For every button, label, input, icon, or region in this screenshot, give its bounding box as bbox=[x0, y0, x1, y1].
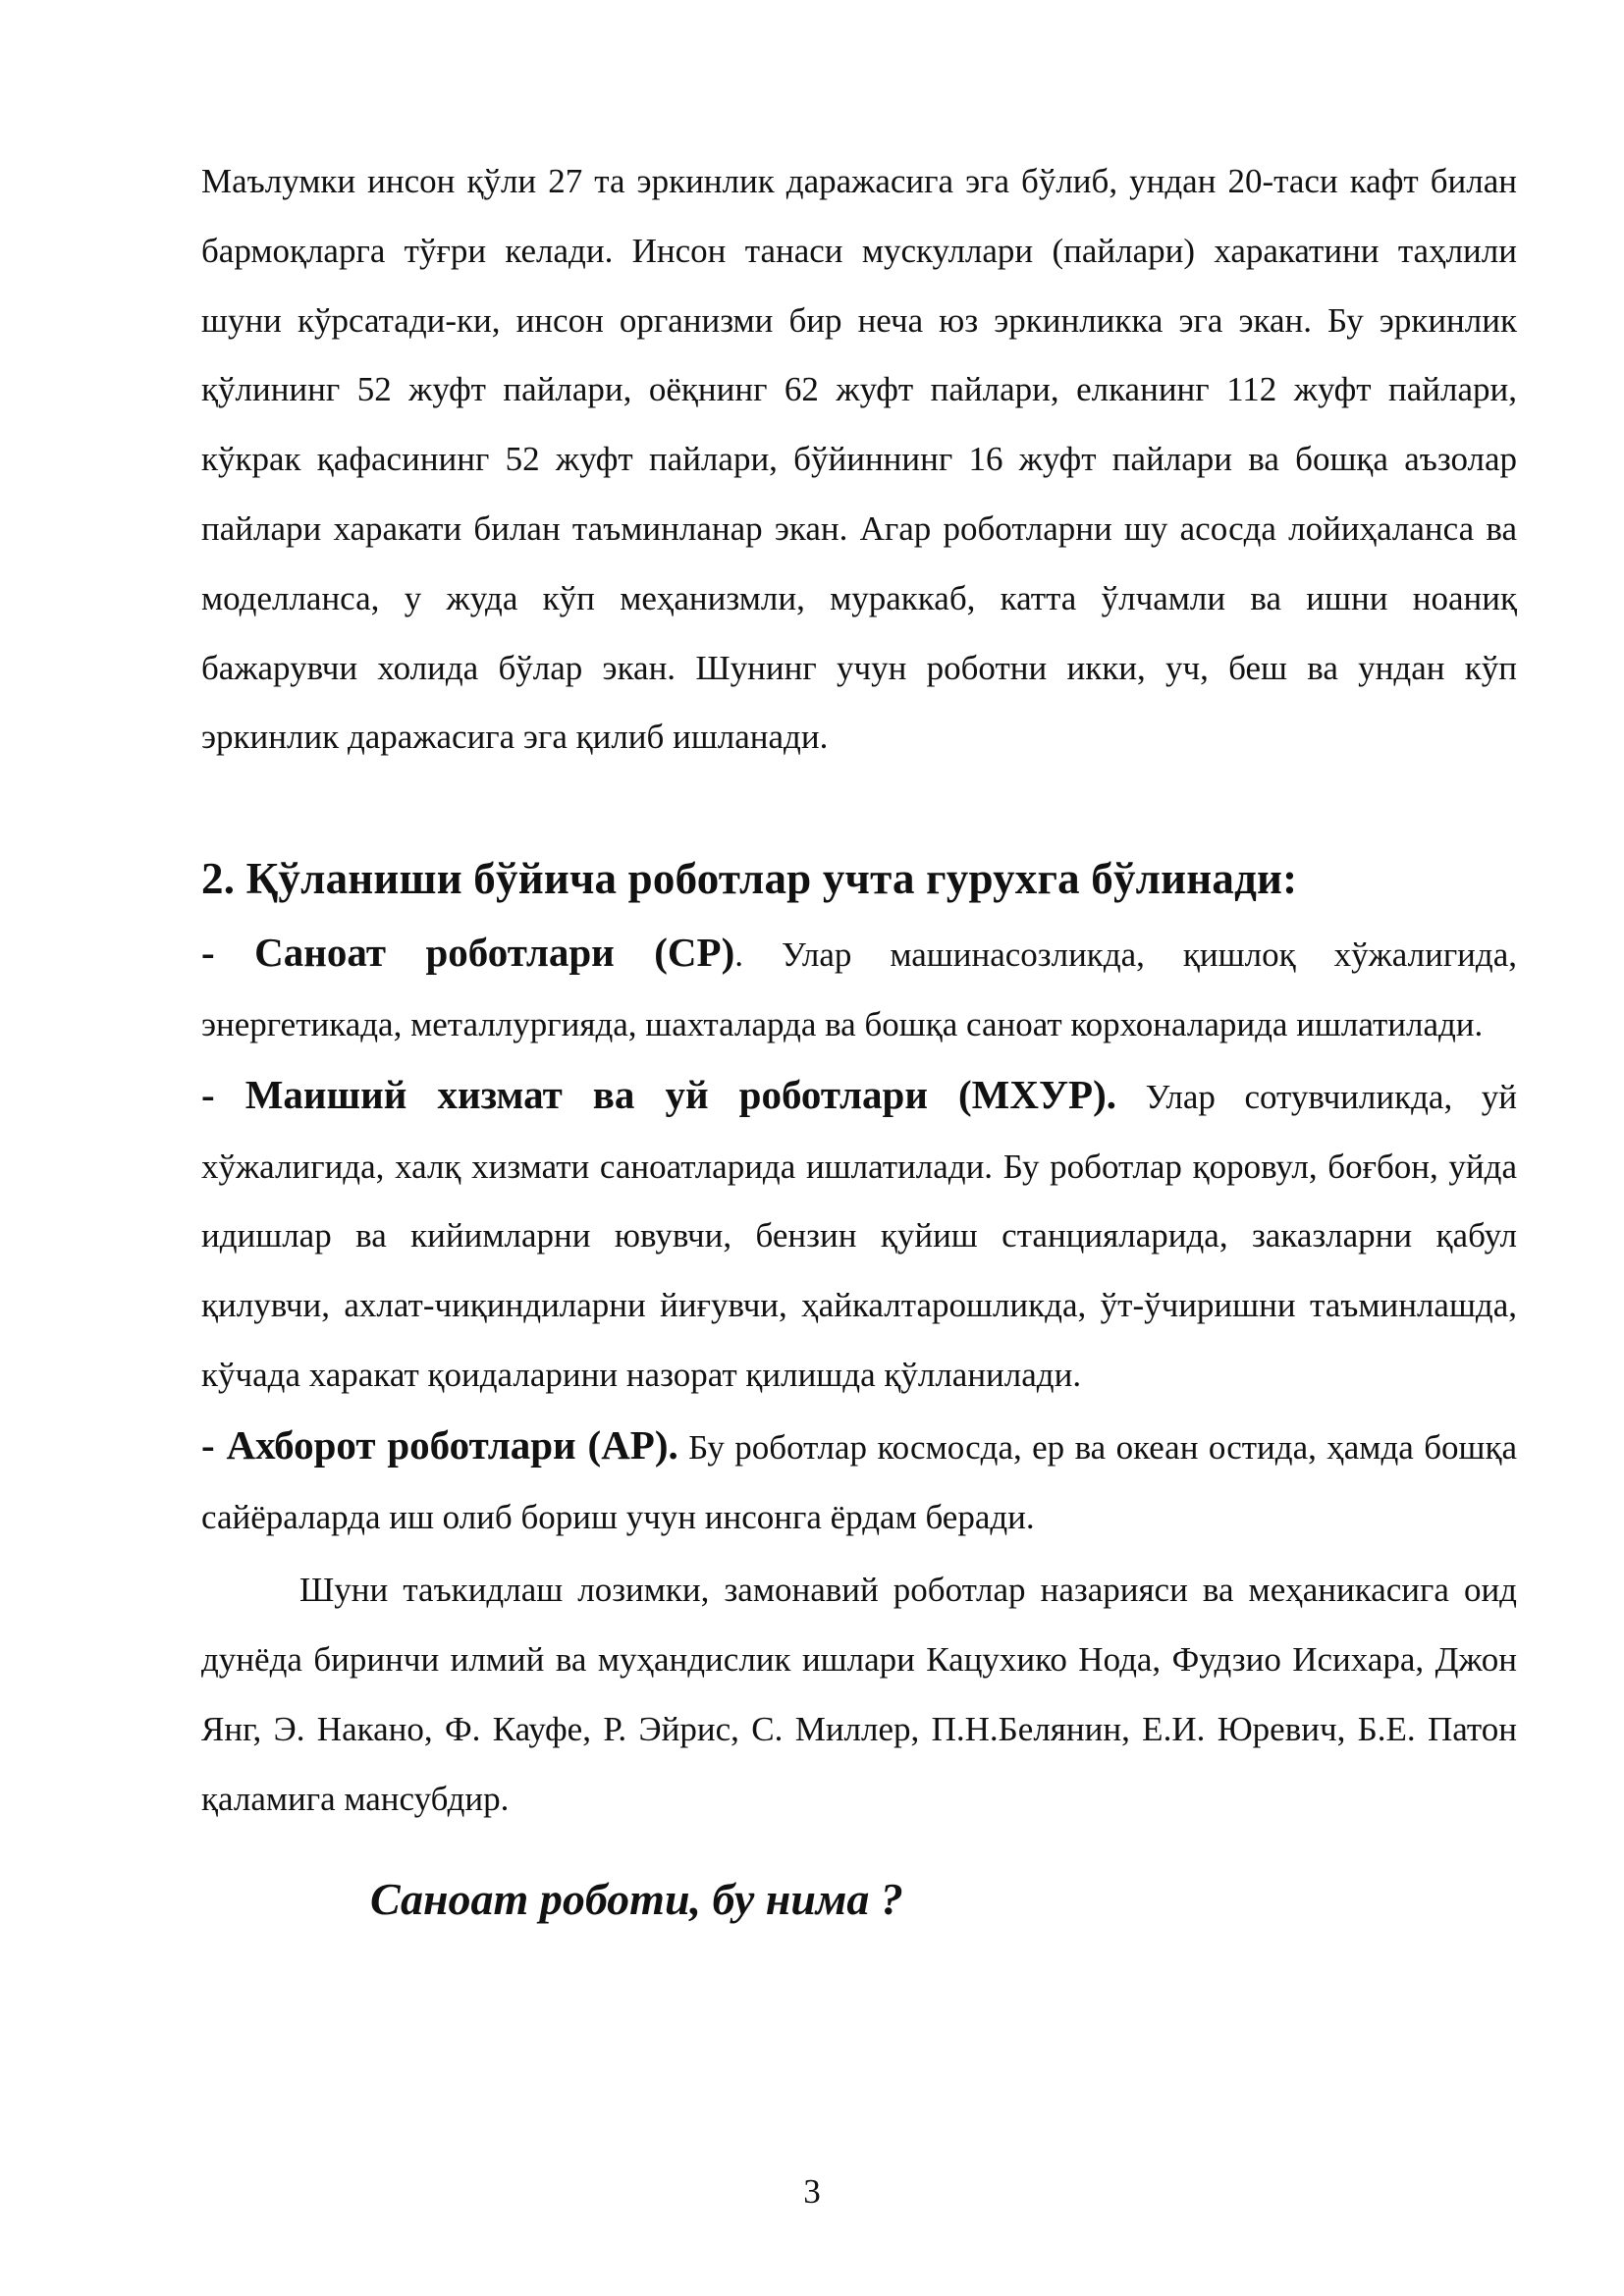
bullet-lead: - Ахборот роботлари (АР). bbox=[201, 1421, 678, 1468]
bullet-text: Бу роботлар космосда, ер ва океан остида, ҳамда бошқа сайёраларда иш олиб бориш учун инсонга ёрдам беради. bbox=[201, 1427, 1517, 1536]
bullet-text: Улар сотувчиликда, уй хўжалигида, халқ хизмати саноатларида ишлатилади. Бу роботлар қоровул, боғбон, уйда идишлар ва кийимларни ювувчи, бензин қуйиш станцияларида, заказларни қабул қилувчи, ахлат-чиқиндиларни йиғувчи, ҳайкалтарошликда, ўт-ўчиришни таъминлашда, кўчада харакат қоидаларини назорат қилишда қўлланилади. bbox=[201, 1077, 1518, 1394]
page-content bbox=[201, 147, 1517, 1939]
intro-paragraph: Маълумки инсон қўли 27 та эркинлик даражасига эга бўлиб, ундан 20-таси кафт билан бармоқларга тўғри келади. Инсон танаси мускуллари (пайлари) харакатини таҳлили шуни кўрсатади-ки, инсон организми бир неча юз эркинликка эга экан. Бу эркинлик қўлининг 52 жуфт пайлари, оёқнинг 62 жуфт пайлари, елканинг 112 жуфт пайлари, кўкрак қафасининг 52 жуфт пайлари, бўйиннинг 16 жуфт пайлари ва бошқа аъзолар пайлари харакати билан таъминланар экан. Агар роботларни шу асосда лойиҳаланса ва моделланса, у жуда кўп меҳанизмли, мураккаб, катта ўлчамли ва ишни ноаниқ бажарувчи холида бўлар экан. Шунинг учун роботни икки, уч, беш ва ундан кўп эркинлик даражасига эга қилиб ишланади. bbox=[201, 162, 1517, 757]
authors-paragraph: Шуни таъкидлаш лозимки, замонавий роботлар назарияси ва меҳаникасига оид дунёда биринчи илмий ва муҳандислик ишлари Кацухико Нода, Фудзио Исихара, Джон Янг, Э. Накано, Ф. Кауфе, Р. Эйрис, С. Миллер, П.Н.Белянин, Е.И. Юревич, Б.Е. Патон қаламига мансубдир. bbox=[201, 1571, 1517, 1818]
page-number: 3 bbox=[803, 2172, 821, 2211]
bullet-information-robots bbox=[201, 1411, 1517, 1553]
subheading-question: Саноат роботи, бу нима ? bbox=[370, 1873, 903, 1924]
bullet-industrial-robots bbox=[201, 918, 1517, 1060]
bullet-text: . Улар машинасозликда, қишлоқ хўжалигида, энергетикада, металлургияда, шахталарда ва бошқа саноат корхоналарида ишлатилади. bbox=[201, 935, 1517, 1043]
bullet-lead: - Маиший хизмат ва уй роботлари (МХУР). bbox=[201, 1071, 1117, 1117]
bullet-lead: - Саноат роботлари (СР) bbox=[201, 930, 735, 976]
bullet-service-robots bbox=[201, 1060, 1517, 1411]
section-heading: 2. Қўланиши бўйича роботлар учта гурухга бўлинади: bbox=[201, 854, 1298, 904]
